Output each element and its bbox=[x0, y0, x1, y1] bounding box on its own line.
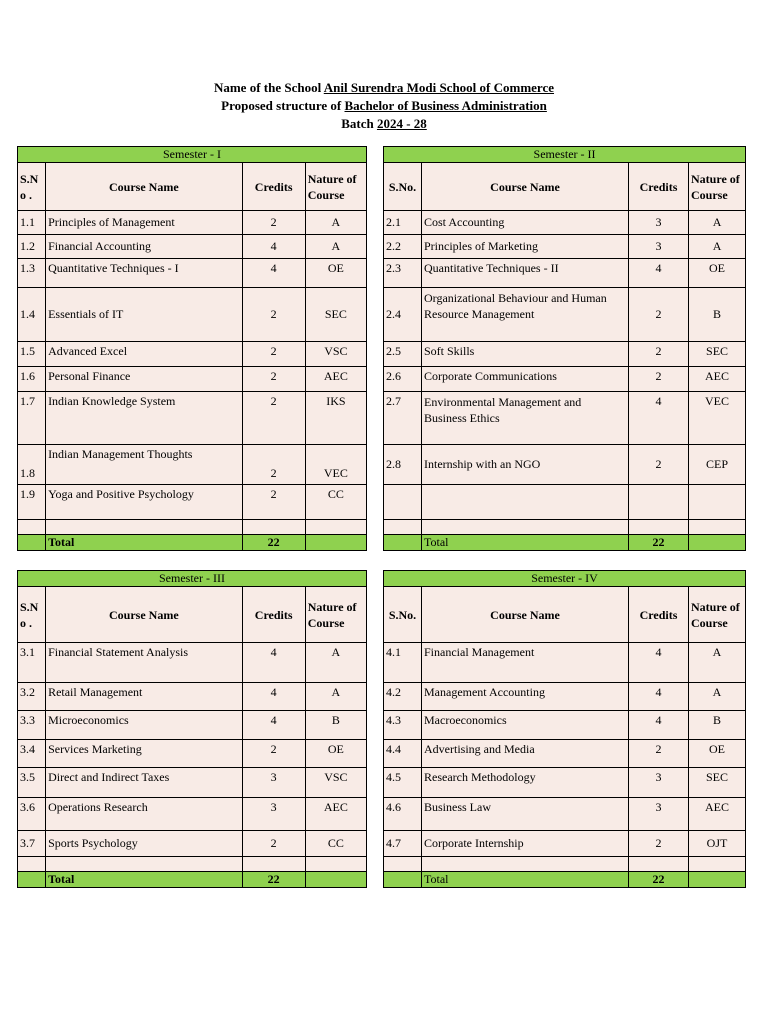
row-nature: OE bbox=[689, 259, 746, 288]
col-credits: Credits bbox=[242, 587, 305, 643]
row-nature: OJT bbox=[689, 831, 746, 857]
semester-3-table bbox=[17, 570, 367, 888]
row-course: Corporate Communications bbox=[422, 367, 629, 392]
row-credits: 4 bbox=[629, 711, 689, 740]
row-course: Services Marketing bbox=[46, 740, 243, 768]
row-nature: B bbox=[305, 711, 366, 740]
table-row bbox=[384, 768, 746, 798]
table-row bbox=[384, 211, 746, 235]
col-course-name: Course Name bbox=[422, 163, 629, 211]
row-nature: AEC bbox=[305, 367, 366, 392]
row-nature: B bbox=[689, 711, 746, 740]
row-sno: 3.3 bbox=[18, 711, 46, 740]
row-course: Quantitative Techniques - II bbox=[422, 259, 629, 288]
row-course: Principles of Management bbox=[46, 211, 243, 235]
row-course: Operations Research bbox=[46, 798, 243, 831]
table-row bbox=[18, 342, 367, 367]
row-course: Research Methodology bbox=[422, 768, 629, 798]
row-nature: OE bbox=[689, 740, 746, 768]
total-credits: 22 bbox=[242, 872, 305, 888]
row-sno: 3.1 bbox=[18, 643, 46, 683]
table-row bbox=[384, 259, 746, 288]
table-row bbox=[18, 643, 367, 683]
row-credits: 4 bbox=[629, 392, 689, 445]
row-course: Soft Skills bbox=[422, 342, 629, 367]
row-nature: AEC bbox=[689, 798, 746, 831]
row-course: Financial Management bbox=[422, 643, 629, 683]
col-course-name: Course Name bbox=[422, 587, 629, 643]
row-course: Indian Knowledge System bbox=[46, 392, 243, 445]
row-sno: 4.1 bbox=[384, 643, 422, 683]
total-credits: 22 bbox=[629, 535, 689, 551]
row-sno: 1.3 bbox=[18, 259, 46, 288]
row-credits: 3 bbox=[242, 768, 305, 798]
table-row bbox=[384, 367, 746, 392]
batch-value: 2024 - 28 bbox=[376, 116, 427, 131]
total-row bbox=[384, 535, 746, 551]
table-row bbox=[384, 831, 746, 857]
semester-title: Semester - I bbox=[18, 147, 367, 163]
table-row bbox=[18, 235, 367, 259]
row-credits: 2 bbox=[629, 740, 689, 768]
table-row bbox=[384, 798, 746, 831]
row-credits: 2 bbox=[629, 831, 689, 857]
row-sno: 2.8 bbox=[384, 445, 422, 485]
col-course-name: Course Name bbox=[46, 163, 243, 211]
col-nature: Nature of Course bbox=[305, 163, 366, 211]
row-course: Advertising and Media bbox=[422, 740, 629, 768]
row-course: Cost Accounting bbox=[422, 211, 629, 235]
row-sno: 1.9 bbox=[18, 485, 46, 520]
row-course: Business Law bbox=[422, 798, 629, 831]
school-name: Anil Surendra Modi School of Commerce bbox=[323, 80, 555, 95]
table-row bbox=[18, 211, 367, 235]
col-credits: Credits bbox=[242, 163, 305, 211]
header-program-prefix: Proposed structure of bbox=[221, 98, 345, 113]
semester-title: Semester - IV bbox=[384, 571, 746, 587]
row-sno: 1.7 bbox=[18, 392, 46, 445]
table-row bbox=[384, 445, 746, 485]
col-sno: S.No. bbox=[384, 587, 422, 643]
total-row bbox=[384, 872, 746, 888]
table-row bbox=[18, 259, 367, 288]
row-course: Advanced Excel bbox=[46, 342, 243, 367]
table-row bbox=[384, 683, 746, 711]
row-nature: SEC bbox=[689, 768, 746, 798]
total-label: Total bbox=[422, 872, 629, 888]
row-sno: 2.4 bbox=[384, 288, 422, 342]
row-nature: B bbox=[689, 288, 746, 342]
row-course: Yoga and Positive Psychology bbox=[46, 485, 243, 520]
total-credits: 22 bbox=[629, 872, 689, 888]
row-course: Financial Statement Analysis bbox=[46, 643, 243, 683]
row-nature: A bbox=[689, 211, 746, 235]
row-sno: 3.5 bbox=[18, 768, 46, 798]
row-nature: VEC bbox=[305, 445, 366, 485]
table-row bbox=[384, 288, 746, 342]
row-credits: 3 bbox=[629, 798, 689, 831]
row-sno: 1.6 bbox=[18, 367, 46, 392]
col-sno: S.No. bbox=[384, 163, 422, 211]
total-label: Total bbox=[46, 535, 243, 551]
program-name: Bachelor of Business Administration bbox=[344, 98, 547, 113]
table-row bbox=[18, 831, 367, 857]
row-nature: VSC bbox=[305, 342, 366, 367]
header-batch-prefix: Batch bbox=[341, 116, 377, 131]
row-nature: CC bbox=[305, 485, 366, 520]
col-nature: Nature of Course bbox=[305, 587, 366, 643]
row-nature: IKS bbox=[305, 392, 366, 445]
col-course-name: Course Name bbox=[46, 587, 243, 643]
semester-title: Semester - III bbox=[18, 571, 367, 587]
table-row bbox=[18, 798, 367, 831]
row-nature: A bbox=[689, 643, 746, 683]
row-credits: 2 bbox=[629, 288, 689, 342]
header-school-line bbox=[0, 78, 768, 98]
row-course: Retail Management bbox=[46, 683, 243, 711]
col-nature: Nature of Course bbox=[689, 163, 746, 211]
row-nature: A bbox=[305, 211, 366, 235]
row-sno: 2.3 bbox=[384, 259, 422, 288]
row-sno: 4.7 bbox=[384, 831, 422, 857]
row-sno: 1.5 bbox=[18, 342, 46, 367]
semester-2-table bbox=[383, 146, 746, 551]
table-row bbox=[18, 683, 367, 711]
row-course: Organizational Behaviour and Human Resource Management bbox=[422, 288, 629, 342]
semester-1-table bbox=[17, 146, 367, 551]
row-course: Quantitative Techniques - I bbox=[46, 259, 243, 288]
row-credits: 4 bbox=[242, 683, 305, 711]
row-nature: VEC bbox=[689, 392, 746, 445]
row-sno: 2.6 bbox=[384, 367, 422, 392]
row-nature: SEC bbox=[305, 288, 366, 342]
table-row bbox=[18, 367, 367, 392]
table-row bbox=[384, 740, 746, 768]
row-credits: 4 bbox=[629, 643, 689, 683]
col-sno: S.N o . bbox=[18, 587, 46, 643]
row-sno: 4.4 bbox=[384, 740, 422, 768]
table-row bbox=[18, 288, 367, 342]
row-sno: 2.1 bbox=[384, 211, 422, 235]
row-credits: 2 bbox=[629, 342, 689, 367]
row-nature: AEC bbox=[689, 367, 746, 392]
row-credits: 2 bbox=[242, 485, 305, 520]
row-sno: 3.4 bbox=[18, 740, 46, 768]
table-row bbox=[18, 711, 367, 740]
row-course: Indian Management Thoughts bbox=[46, 445, 243, 485]
row-sno: 3.2 bbox=[18, 683, 46, 711]
row-sno: 4.2 bbox=[384, 683, 422, 711]
row-nature: CEP bbox=[689, 445, 746, 485]
row-sno: 2.5 bbox=[384, 342, 422, 367]
row-nature: OE bbox=[305, 740, 366, 768]
row-course: Internship with an NGO bbox=[422, 445, 629, 485]
row-credits: 4 bbox=[242, 259, 305, 288]
total-label: Total bbox=[46, 872, 243, 888]
header-school-prefix: Name of the School bbox=[213, 80, 324, 95]
row-sno: 2.7 bbox=[384, 392, 422, 445]
row-nature: AEC bbox=[305, 798, 366, 831]
row-sno: 1.4 bbox=[18, 288, 46, 342]
total-label: Total bbox=[422, 535, 629, 551]
empty-row bbox=[384, 485, 746, 520]
total-credits: 22 bbox=[242, 535, 305, 551]
table-row bbox=[18, 740, 367, 768]
table-row bbox=[384, 235, 746, 259]
row-sno: 1.2 bbox=[18, 235, 46, 259]
total-row bbox=[18, 535, 367, 551]
row-nature: A bbox=[689, 683, 746, 711]
table-row bbox=[384, 392, 746, 445]
row-credits: 3 bbox=[629, 211, 689, 235]
row-nature: SEC bbox=[689, 342, 746, 367]
row-nature: A bbox=[305, 235, 366, 259]
table-row bbox=[18, 392, 367, 445]
col-sno: S.N o . bbox=[18, 163, 46, 211]
row-credits: 2 bbox=[242, 211, 305, 235]
row-sno: 2.2 bbox=[384, 235, 422, 259]
row-nature: A bbox=[305, 683, 366, 711]
row-course: Sports Psychology bbox=[46, 831, 243, 857]
table-row bbox=[18, 445, 367, 485]
semester-4-table bbox=[383, 570, 746, 888]
header-program-line bbox=[0, 96, 768, 116]
table-row bbox=[18, 768, 367, 798]
row-sno: 4.6 bbox=[384, 798, 422, 831]
row-course: Environmental Management and Business Ethics bbox=[422, 392, 629, 445]
row-course: Essentials of IT bbox=[46, 288, 243, 342]
row-course: Microeconomics bbox=[46, 711, 243, 740]
empty-row bbox=[18, 857, 367, 872]
table-row bbox=[384, 643, 746, 683]
row-course: Personal Finance bbox=[46, 367, 243, 392]
col-credits: Credits bbox=[629, 163, 689, 211]
row-nature: A bbox=[689, 235, 746, 259]
row-credits: 2 bbox=[242, 445, 305, 485]
row-sno: 1.8 bbox=[18, 445, 46, 485]
row-course: Financial Accounting bbox=[46, 235, 243, 259]
row-sno: 3.7 bbox=[18, 831, 46, 857]
row-credits: 2 bbox=[242, 831, 305, 857]
row-sno: 1.1 bbox=[18, 211, 46, 235]
row-credits: 4 bbox=[242, 711, 305, 740]
row-credits: 2 bbox=[629, 445, 689, 485]
col-nature: Nature of Course bbox=[689, 587, 746, 643]
row-course: Direct and Indirect Taxes bbox=[46, 768, 243, 798]
row-sno: 3.6 bbox=[18, 798, 46, 831]
table-row bbox=[18, 485, 367, 520]
row-course: Macroeconomics bbox=[422, 711, 629, 740]
row-credits: 3 bbox=[629, 235, 689, 259]
row-nature: VSC bbox=[305, 768, 366, 798]
semester-title: Semester - II bbox=[384, 147, 746, 163]
row-credits: 4 bbox=[242, 643, 305, 683]
row-course: Management Accounting bbox=[422, 683, 629, 711]
row-credits: 2 bbox=[242, 367, 305, 392]
total-row bbox=[18, 872, 367, 888]
row-credits: 4 bbox=[629, 683, 689, 711]
row-sno: 4.5 bbox=[384, 768, 422, 798]
empty-row bbox=[384, 520, 746, 535]
row-credits: 3 bbox=[629, 768, 689, 798]
table-row bbox=[384, 342, 746, 367]
row-credits: 2 bbox=[242, 740, 305, 768]
row-credits: 2 bbox=[242, 392, 305, 445]
header-batch-line bbox=[0, 114, 768, 134]
row-course: Corporate Internship bbox=[422, 831, 629, 857]
row-course: Principles of Marketing bbox=[422, 235, 629, 259]
row-credits: 4 bbox=[242, 235, 305, 259]
table-row bbox=[384, 711, 746, 740]
row-nature: A bbox=[305, 643, 366, 683]
row-credits: 4 bbox=[629, 259, 689, 288]
row-credits: 3 bbox=[242, 798, 305, 831]
row-credits: 2 bbox=[242, 288, 305, 342]
row-sno: 4.3 bbox=[384, 711, 422, 740]
empty-row bbox=[18, 520, 367, 535]
row-credits: 2 bbox=[629, 367, 689, 392]
row-nature: CC bbox=[305, 831, 366, 857]
row-nature: OE bbox=[305, 259, 366, 288]
empty-row bbox=[384, 857, 746, 872]
row-credits: 2 bbox=[242, 342, 305, 367]
col-credits: Credits bbox=[629, 587, 689, 643]
